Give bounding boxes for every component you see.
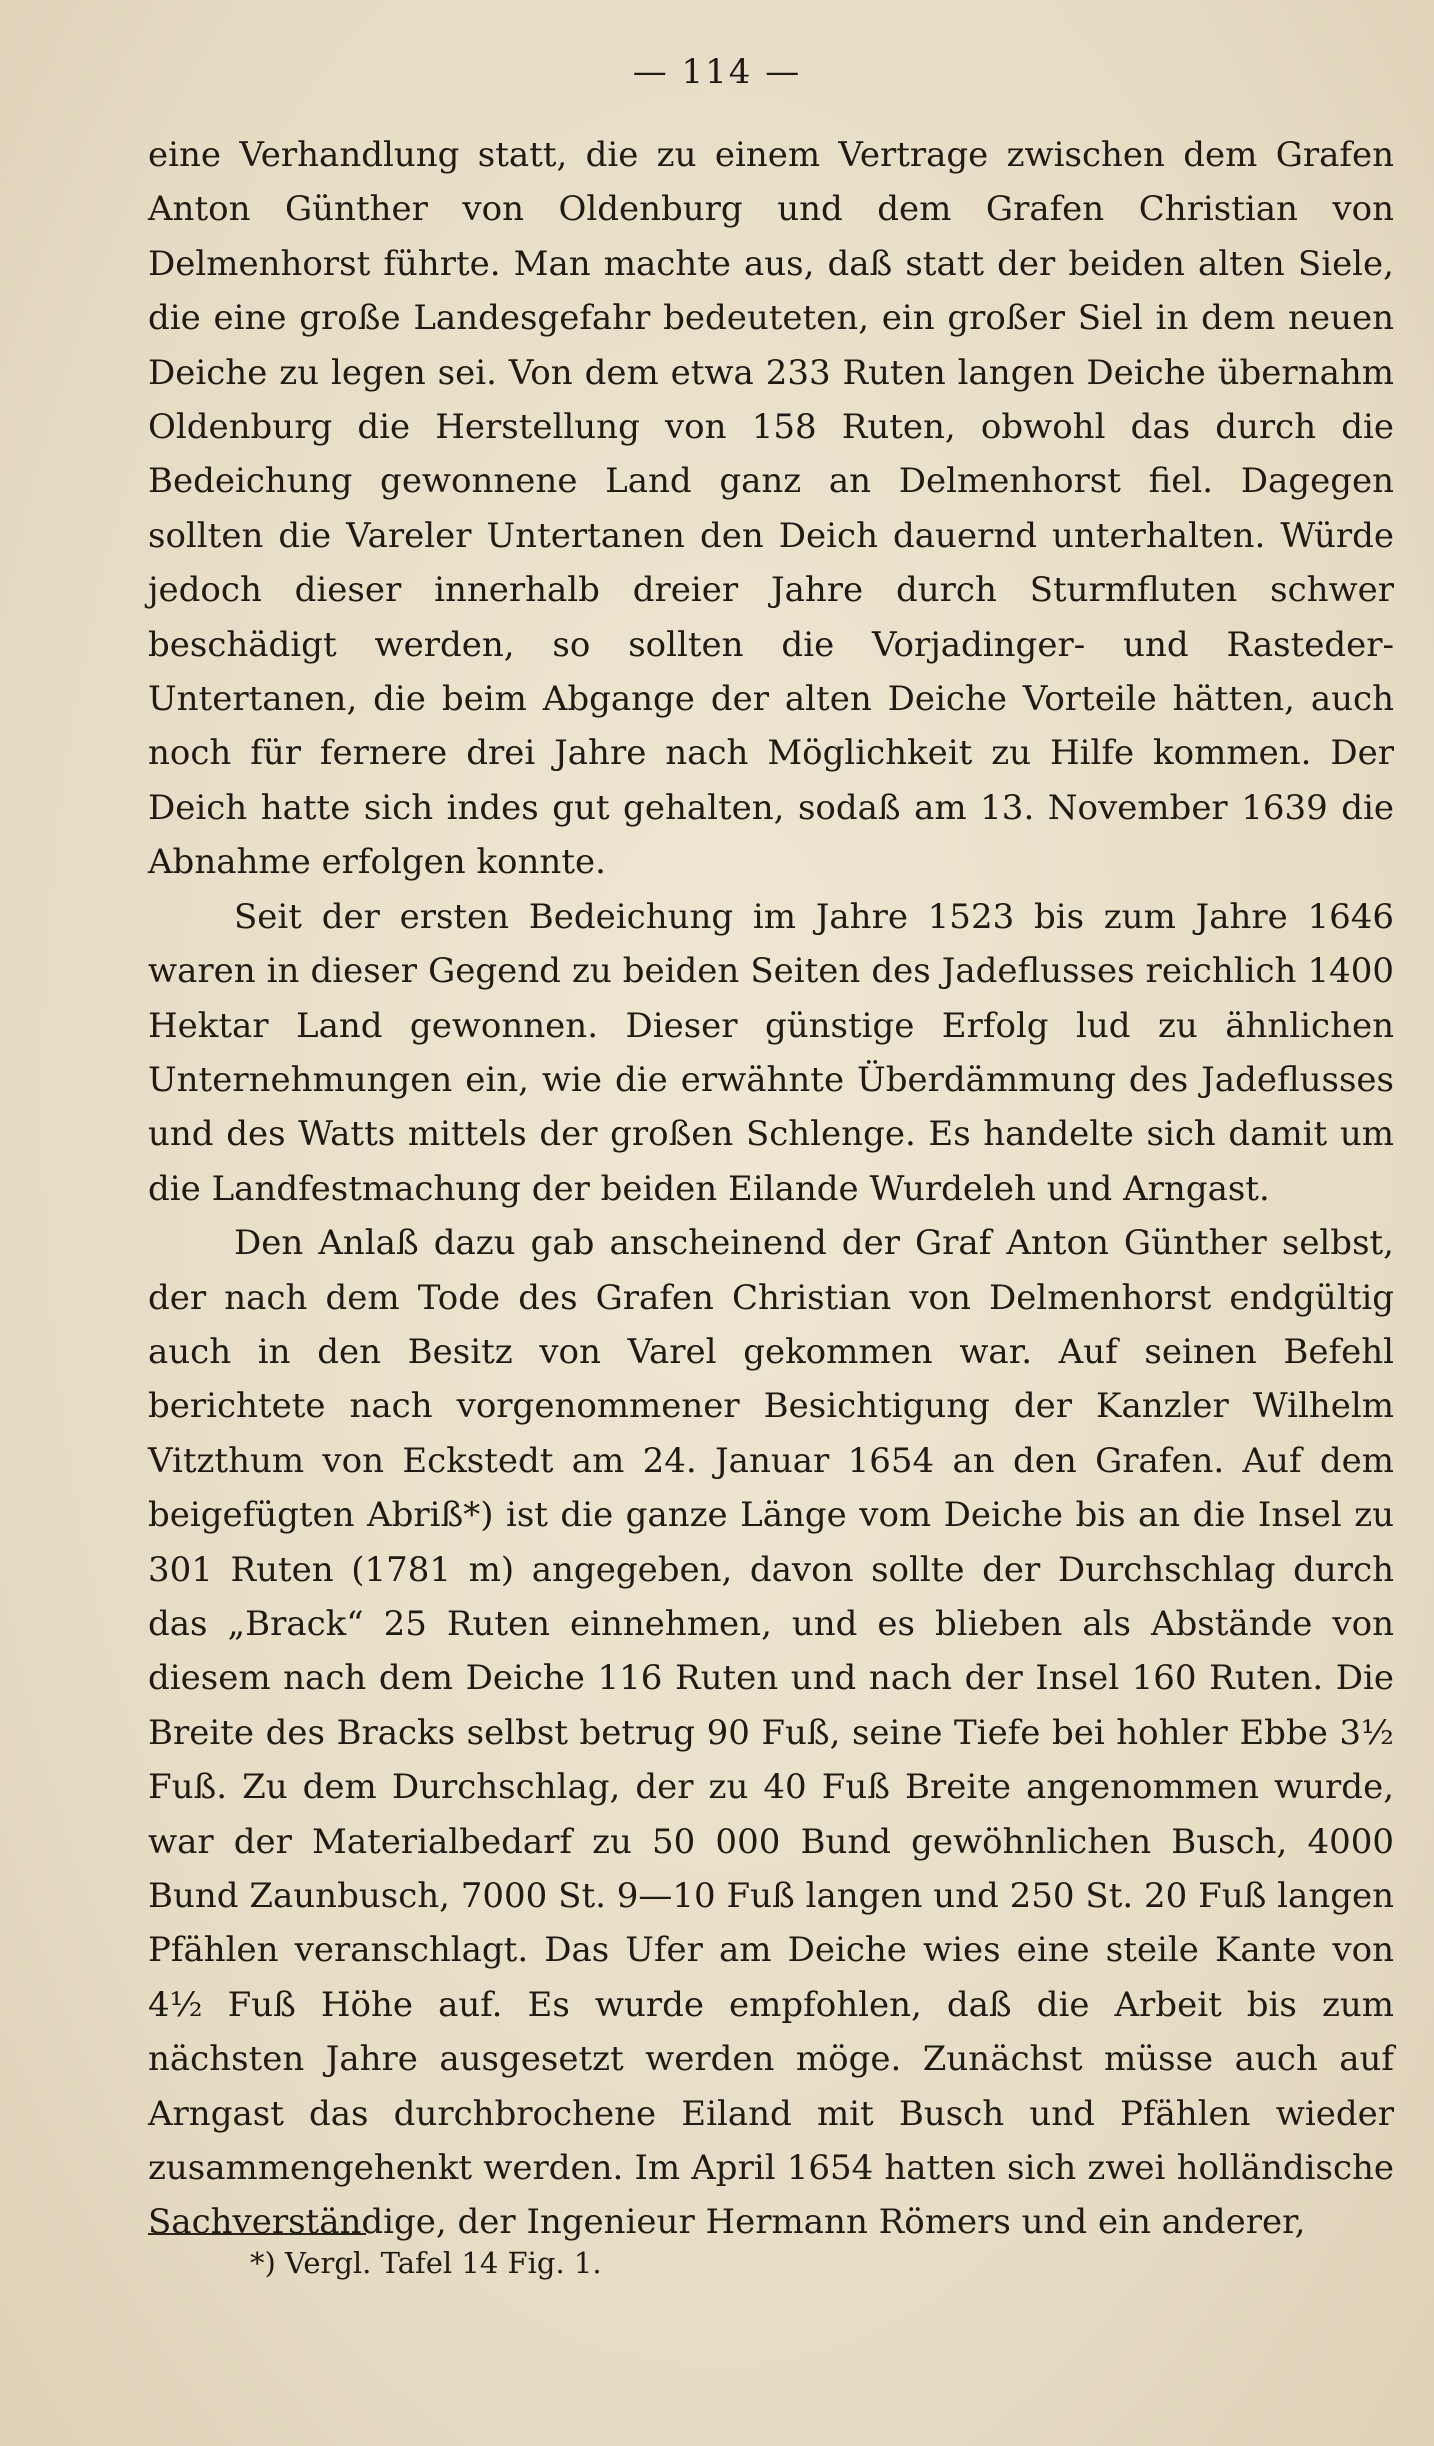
paragraph-1: eine Verhandlung statt, die zu einem Vertrage zwischen dem Grafen Anton Günther von Oldenburg und dem Grafen Christian von Delmenhorst führte. Man machte aus, daß statt der beiden alten Siele, die eine große Landesgefahr bedeuteten, ein großer Siel in dem neuen Deiche zu legen sei. Von dem etwa 233 Ruten langen Deiche übernahm Oldenburg die Herstellung von 158 Ruten, obwohl das durch die Bedeichung gewonnene Land ganz an Delmenhorst fiel. Dagegen sollten die Vareler Untertanen den Deich dauernd unterhalten. Würde jedoch dieser innerhalb dreier Jahre durch Sturmfluten schwer beschädigt werden, so sollten die Vorjadinger- und Rasteder-Untertanen, die beim Abgange der alten Deiche Vorteile hätten, auch noch für fernere drei Jahre nach Möglichkeit zu Hilfe kommen. Der Deich hatte sich indes gut gehalten, sodaß am 13. November 1639 die Abnahme erfolgen konnte. [148, 135, 1394, 883]
paragraph-3: Den Anlaß dazu gab anscheinend der Graf Anton Günther selbst, der nach dem Tode des Grafen Christian von Delmenhorst endgültig auch in den Besitz von Varel gekommen war. Auf seinen Befehl berichtete nach vorgenommener Besichtigung der Kanzler Wilhelm Vitzthum von Eckstedt am 24. Januar 1654 an den Grafen. Auf dem beigefügten Abriß*) ist die ganze Länge vom Deiche bis an die Insel zu 301 Ruten (1781 m) angegeben, davon sollte der Durchschlag durch das „Brack“ 25 Ruten einnehmen, und es blieben als Abstände von diesem nach dem Deiche 116 Ruten und nach der Insel 160 Ruten. Die Breite des Bracks selbst betrug 90 Fuß, seine Tiefe bei hohler Ebbe 3½ Fuß. Zu dem Durchschlag, der zu 40 Fuß Breite angenommen wurde, war der Materialbedarf zu 50 000 Bund gewöhnlichen Busch, 4000 Bund Zaunbusch, 7000 St. 9—10 Fuß langen und 250 St. 20 Fuß langen Pfählen veranschlagt. Das Ufer am Deiche wies eine steile Kante von 4½ Fuß Höhe auf. Es wurde empfohlen, daß die Arbeit bis zum nächsten Jahre ausgesetzt werden möge. Zunächst müsse auch auf Arngast das durchbrochene Eiland mit Busch und Pfählen wieder zusammengehenkt werden. Im April 1654 hatten sich zwei holländische Sachverständige, der Ingenieur Hermann Römers und ein anderer, [148, 1223, 1394, 2243]
body-text [148, 128, 1394, 2250]
footnote: *) Vergl. Tafel 14 Fig. 1. [250, 2246, 602, 2280]
page-number: — 114 — [632, 52, 802, 92]
paragraph-2: Seit der ersten Bedeichung im Jahre 1523 bis zum Jahre 1646 waren in dieser Gegend zu beiden Seiten des Jadeflusses reichlich 1400 Hektar Land gewonnen. Dieser günstige Erfolg lud zu ähnlichen Unternehmungen ein, wie die erwähnte Überdämmung des Jadeflusses und des Watts mittels der großen Schlenge. Es handelte sich damit um die Landfestmachung der beiden Eilande Wurdeleh und Arngast. [148, 896, 1394, 1209]
footnote-divider [148, 2233, 366, 2235]
